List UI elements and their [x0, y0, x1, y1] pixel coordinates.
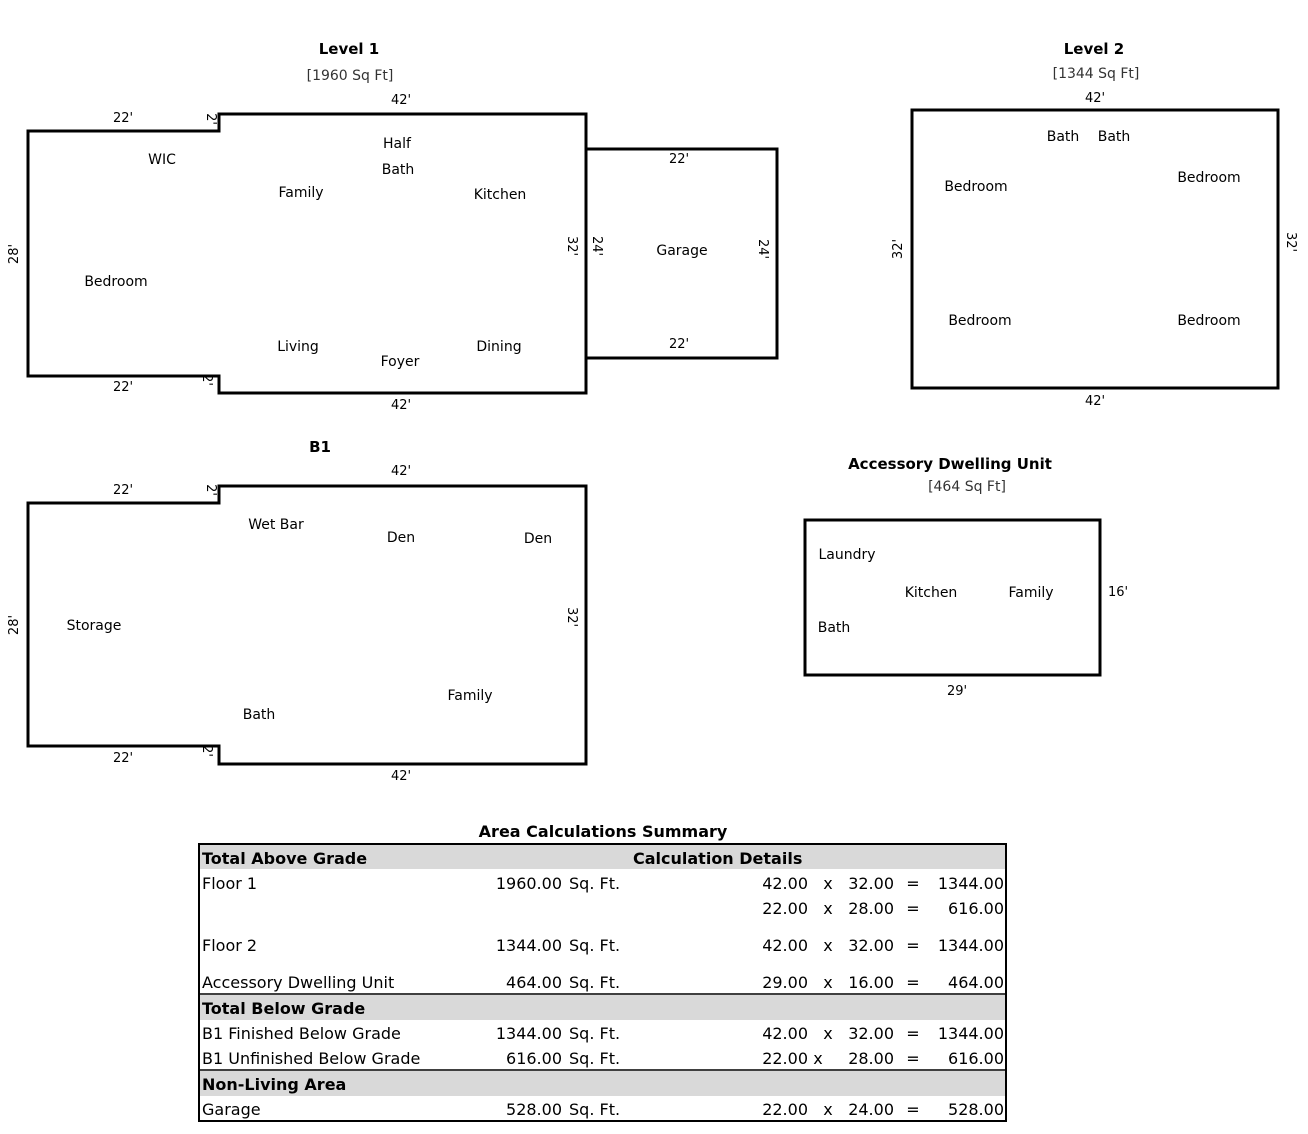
row-unit: Sq. Ft.: [569, 1100, 621, 1119]
row-unit: Sq. Ft.: [569, 973, 621, 992]
row-result: 616.00: [948, 1049, 1004, 1068]
b1-dim-bottom: 42': [390, 769, 412, 784]
row-length: 29.00: [762, 973, 808, 992]
row-length: 42.00: [762, 874, 808, 893]
row-times-sign: x: [823, 973, 833, 992]
row-area: 528.00: [506, 1100, 562, 1119]
row-unit: Sq. Ft.: [569, 936, 621, 955]
header-calculation-details: Calculation Details: [633, 849, 803, 868]
level-1-title: Level 1: [318, 40, 380, 58]
row-label: Floor 2: [202, 936, 258, 955]
room-bedroom-br: Bedroom: [1177, 313, 1241, 329]
room-laundry: Laundry: [818, 547, 876, 563]
row-area: 1960.00: [495, 874, 562, 893]
room-bedroom-bl: Bedroom: [948, 313, 1012, 329]
room-storage: Storage: [66, 618, 122, 634]
row-times-sign: x: [823, 874, 833, 893]
room-b1-family: Family: [447, 688, 493, 704]
row-width: 28.00: [848, 1049, 894, 1068]
level-1-dim-bottom: 42': [390, 398, 412, 413]
row-length: 22.00: [762, 899, 808, 918]
row-width: 16.00: [848, 973, 894, 992]
room-den-2: Den: [523, 531, 553, 547]
level-2-plan: [891, 40, 1298, 409]
row-length: 42.00: [762, 936, 808, 955]
b1-plan: [7, 438, 586, 784]
room-b1-bath: Bath: [242, 707, 276, 723]
row-area: 464.00: [506, 973, 562, 992]
b1-dim-right: 32': [564, 606, 579, 628]
garage-dim-top: 22': [668, 152, 690, 167]
row-unit: Sq. Ft.: [569, 1049, 621, 1068]
room-adu-bath: Bath: [817, 620, 851, 636]
level-2-dim-top: 42': [1084, 91, 1106, 106]
row-width: 32.00: [848, 936, 894, 955]
level-1-dim-bottom-left: 22': [112, 380, 134, 395]
row-label: B1 Finished Below Grade: [202, 1024, 401, 1043]
b1-title: B1: [309, 438, 331, 456]
b1-dim-bottom-left: 22': [112, 751, 134, 766]
level-1-area: [1960 Sq Ft]: [306, 68, 394, 84]
row-label: Garage: [202, 1100, 261, 1119]
room-bath: Bath: [381, 162, 415, 178]
adu-title: Accessory Dwelling Unit: [848, 455, 1052, 473]
row-width: 32.00: [848, 1024, 894, 1043]
row-unit: Sq. Ft.: [569, 1024, 621, 1043]
level-2-title: Level 2: [1063, 40, 1125, 58]
level-1-plan: [7, 40, 586, 413]
room-kitchen: Kitchen: [473, 187, 527, 203]
adu-plan: [805, 455, 1128, 699]
adu-dim-right: 16': [1107, 585, 1129, 600]
row-times-sign: x: [823, 1024, 833, 1043]
row-label: B1 Unfinished Below Grade: [202, 1049, 421, 1068]
row-area: 1344.00: [495, 1024, 562, 1043]
row-width: 24.00: [848, 1100, 894, 1119]
summary-title: Area Calculations Summary: [478, 822, 728, 841]
row-equals-sign: =: [906, 899, 920, 918]
room-wet-bar: Wet Bar: [248, 517, 304, 533]
room-wic: WIC: [148, 152, 176, 168]
row-area: 1344.00: [495, 936, 562, 955]
level-1-dim-notch-bottom: 2': [199, 374, 214, 386]
row-equals-sign: =: [906, 1100, 920, 1119]
row-equals-sign: =: [906, 874, 920, 893]
adu-area: [464 Sq Ft]: [928, 479, 1006, 495]
row-length: 22.00: [762, 1100, 808, 1119]
room-bedroom-tl: Bedroom: [944, 179, 1008, 195]
row-unit: Sq. Ft.: [569, 874, 621, 893]
row-equals-sign: =: [906, 1024, 920, 1043]
row-length: 42.00: [762, 1024, 808, 1043]
room-garage: Garage: [656, 243, 708, 259]
b1-dim-left: 28': [7, 614, 22, 636]
room-living: Living: [277, 339, 319, 355]
row-area: 616.00: [506, 1049, 562, 1068]
row-result: 464.00: [948, 973, 1004, 992]
row-equals-sign: =: [906, 936, 920, 955]
b1-dim-notch-top: 2': [203, 484, 218, 496]
level-1-dim-top: 42': [390, 93, 412, 108]
level-2-dim-right: 32': [1283, 231, 1298, 253]
b1-dim-notch-bottom: 2': [199, 745, 214, 757]
area-summary-table: [199, 822, 1006, 1121]
row-result: 1344.00: [937, 874, 1004, 893]
adu-dim-bottom: 29': [946, 684, 968, 699]
room-bath-2: Bath: [1097, 129, 1131, 145]
row-times-sign: x: [823, 1100, 833, 1119]
room-den-1: Den: [386, 530, 416, 546]
row-equals-sign: =: [906, 973, 920, 992]
section-non-living: Non-Living Area: [202, 1075, 347, 1094]
level-2-dim-bottom: 42': [1084, 394, 1106, 409]
row-result: 1344.00: [937, 936, 1004, 955]
room-dining: Dining: [476, 339, 522, 355]
row-times-sign: x: [813, 1049, 823, 1068]
row-length: 22.00: [762, 1049, 808, 1068]
room-half: Half: [383, 136, 411, 152]
room-foyer: Foyer: [380, 354, 420, 370]
row-times-sign: x: [823, 936, 833, 955]
b1-dim-top: 42': [390, 464, 412, 479]
garage-dim-left: 24': [589, 235, 604, 257]
section-below-grade: Total Below Grade: [202, 999, 366, 1018]
level-1-dim-notch-top: 2': [203, 113, 218, 125]
level-2-area: [1344 Sq Ft]: [1052, 66, 1140, 82]
room-bedroom: Bedroom: [84, 274, 148, 290]
row-width: 28.00: [848, 899, 894, 918]
garage-dim-bottom: 22': [668, 337, 690, 352]
level-1-dim-left: 28': [7, 243, 22, 265]
row-label: Accessory Dwelling Unit: [202, 973, 395, 992]
level-1-dim-top-left: 22': [112, 111, 134, 126]
garage-plan: [586, 149, 777, 358]
room-adu-kitchen: Kitchen: [904, 585, 958, 601]
room-family: Family: [278, 185, 324, 201]
level-2-outline: [912, 110, 1278, 388]
level-2-dim-left: 32': [891, 238, 906, 260]
room-bath-1: Bath: [1046, 129, 1080, 145]
row-result: 616.00: [948, 899, 1004, 918]
room-bedroom-tr: Bedroom: [1177, 170, 1241, 186]
section-above-grade: Total Above Grade: [202, 849, 368, 868]
row-width: 32.00: [848, 874, 894, 893]
garage-dim-right: 24': [755, 238, 770, 260]
row-result: 1344.00: [937, 1024, 1004, 1043]
row-equals-sign: =: [906, 1049, 920, 1068]
room-adu-family: Family: [1008, 585, 1054, 601]
row-result: 528.00: [948, 1100, 1004, 1119]
row-label: Floor 1: [202, 874, 258, 893]
row-times-sign: x: [823, 899, 833, 918]
level-1-dim-right: 32': [564, 235, 579, 257]
b1-dim-top-left: 22': [112, 483, 134, 498]
